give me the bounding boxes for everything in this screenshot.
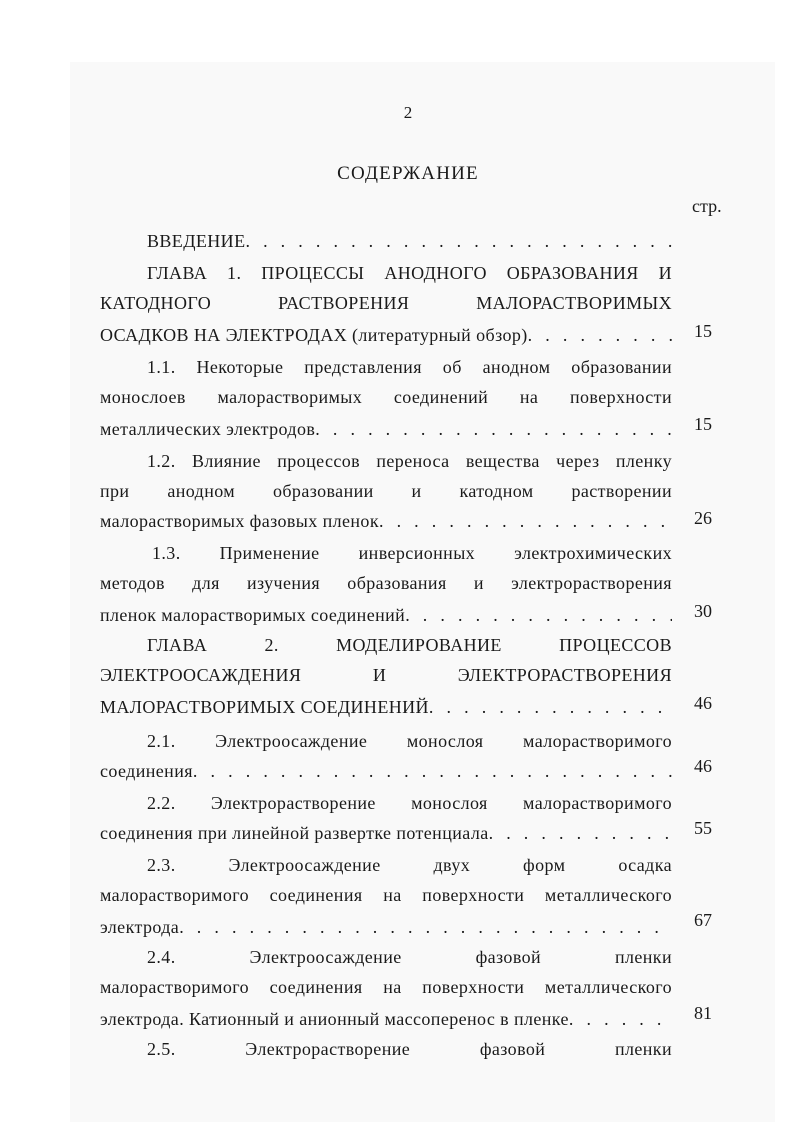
toc-entry-1-3-line-2[interactable]: методов для изучения образования и электрорастворения (100, 573, 672, 593)
toc-page-number: 15 (694, 414, 712, 434)
toc-entry-2-2-line-2[interactable] (100, 818, 672, 848)
toc-entry-2-4-line-3[interactable] (100, 1004, 672, 1034)
toc-entry-1-1-line-2[interactable]: монослоев малорастворимых соединений на поверхности (100, 387, 672, 407)
page-number: 2 (403, 103, 413, 122)
toc-page-number: 46 (694, 693, 712, 713)
toc-entry-chapter-2-line-1[interactable]: ГЛАВА 2. МОДЕЛИРОВАНИЕ ПРОЦЕССОВ (147, 635, 672, 655)
toc-page-number: 46 (694, 756, 712, 776)
toc-text: электрода. Катионный и анионный массоперенос в пленке (100, 1009, 569, 1029)
page-column-label: стр. (692, 196, 722, 216)
toc-entry-2-4-line-2[interactable]: малорастворимого соединения на поверхности металлического (100, 977, 672, 997)
page-title: СОДЕРЖАНИЕ (337, 163, 479, 184)
toc-entry-2-3-line-3[interactable] (100, 912, 672, 942)
toc-entry-chapter-2-line-3[interactable] (100, 692, 672, 722)
toc-entry-1-2-line-1[interactable]: 1.2. Влияние процессов переноса вещества через пленку (147, 451, 672, 471)
toc-page-number: 55 (694, 818, 712, 838)
toc-entry-2-1-line-1[interactable]: 2.1. Электроосаждение монослоя малорастворимого (147, 731, 672, 751)
toc-text: ВВЕДЕНИЕ (147, 231, 246, 251)
toc-entry-1-1-line-3[interactable] (100, 414, 672, 444)
toc-entry-chapter-2-line-2[interactable]: ЭЛЕКТРООСАЖДЕНИЯ И ЭЛЕКТРОРАСТВОРЕНИЯ (100, 665, 672, 685)
toc-page-number: 26 (694, 508, 712, 528)
toc-page-number: 81 (694, 1003, 712, 1023)
toc-entry-1-3-line-3[interactable] (100, 600, 672, 630)
toc-entry-1-2-line-2[interactable]: при анодном образовании и катодном растворении (100, 481, 672, 501)
toc-entry-chapter-1-line-3[interactable] (100, 320, 672, 350)
toc-text: МАЛОРАСТВОРИМЫХ СОЕДИНЕНИЙ (100, 697, 429, 717)
toc-entry-chapter-1-line-2[interactable]: КАТОДНОГО РАСТВОРЕНИЯ МАЛОРАСТВОРИМЫХ (100, 293, 672, 313)
toc-entry-2-2-line-1[interactable]: 2.2. Электрорастворение монослоя малорастворимого (147, 793, 672, 813)
toc-entry-2-3-line-1[interactable]: 2.3. Электроосаждение двух форм осадка (147, 855, 672, 875)
toc-entry-2-1-line-2[interactable] (100, 756, 672, 786)
toc-text: электрода (100, 917, 180, 937)
toc-entry-1-1-line-1[interactable]: 1.1. Некоторые представления об анодном образовании (147, 357, 672, 377)
toc-text: соединения при линейной развертке потенциала (100, 823, 489, 843)
toc-text: пленок малорастворимых соединений (100, 605, 406, 625)
toc-entry-2-3-line-2[interactable]: малорастворимого соединения на поверхности металлического (100, 885, 672, 905)
toc-entry-intro[interactable] (147, 226, 672, 256)
toc-entry-chapter-1-line-1[interactable]: ГЛАВА 1. ПРОЦЕССЫ АНОДНОГО ОБРАЗОВАНИЯ И (147, 263, 672, 283)
toc-entry-2-4-line-1[interactable]: 2.4. Электроосаждение фазовой пленки (147, 947, 672, 967)
toc-text: металлических электродов (100, 419, 316, 439)
toc-page-number: 67 (694, 910, 712, 930)
toc-entry-2-5-line-1[interactable]: 2.5. Электрорастворение фазовой пленки (147, 1039, 672, 1059)
toc-text: малорастворимых фазовых пленок (100, 511, 379, 531)
toc-page-number: 30 (694, 601, 712, 621)
toc-entry-1-2-line-3[interactable] (100, 506, 672, 536)
toc-text: соединения (100, 761, 193, 781)
toc-page-number: 15 (694, 321, 712, 341)
toc-entry-1-3-line-1[interactable]: 1.3. Применение инверсионных электрохимических (152, 543, 672, 563)
toc-text: ОСАДКОВ НА ЭЛЕКТРОДАХ (литературный обзор) (100, 325, 528, 345)
